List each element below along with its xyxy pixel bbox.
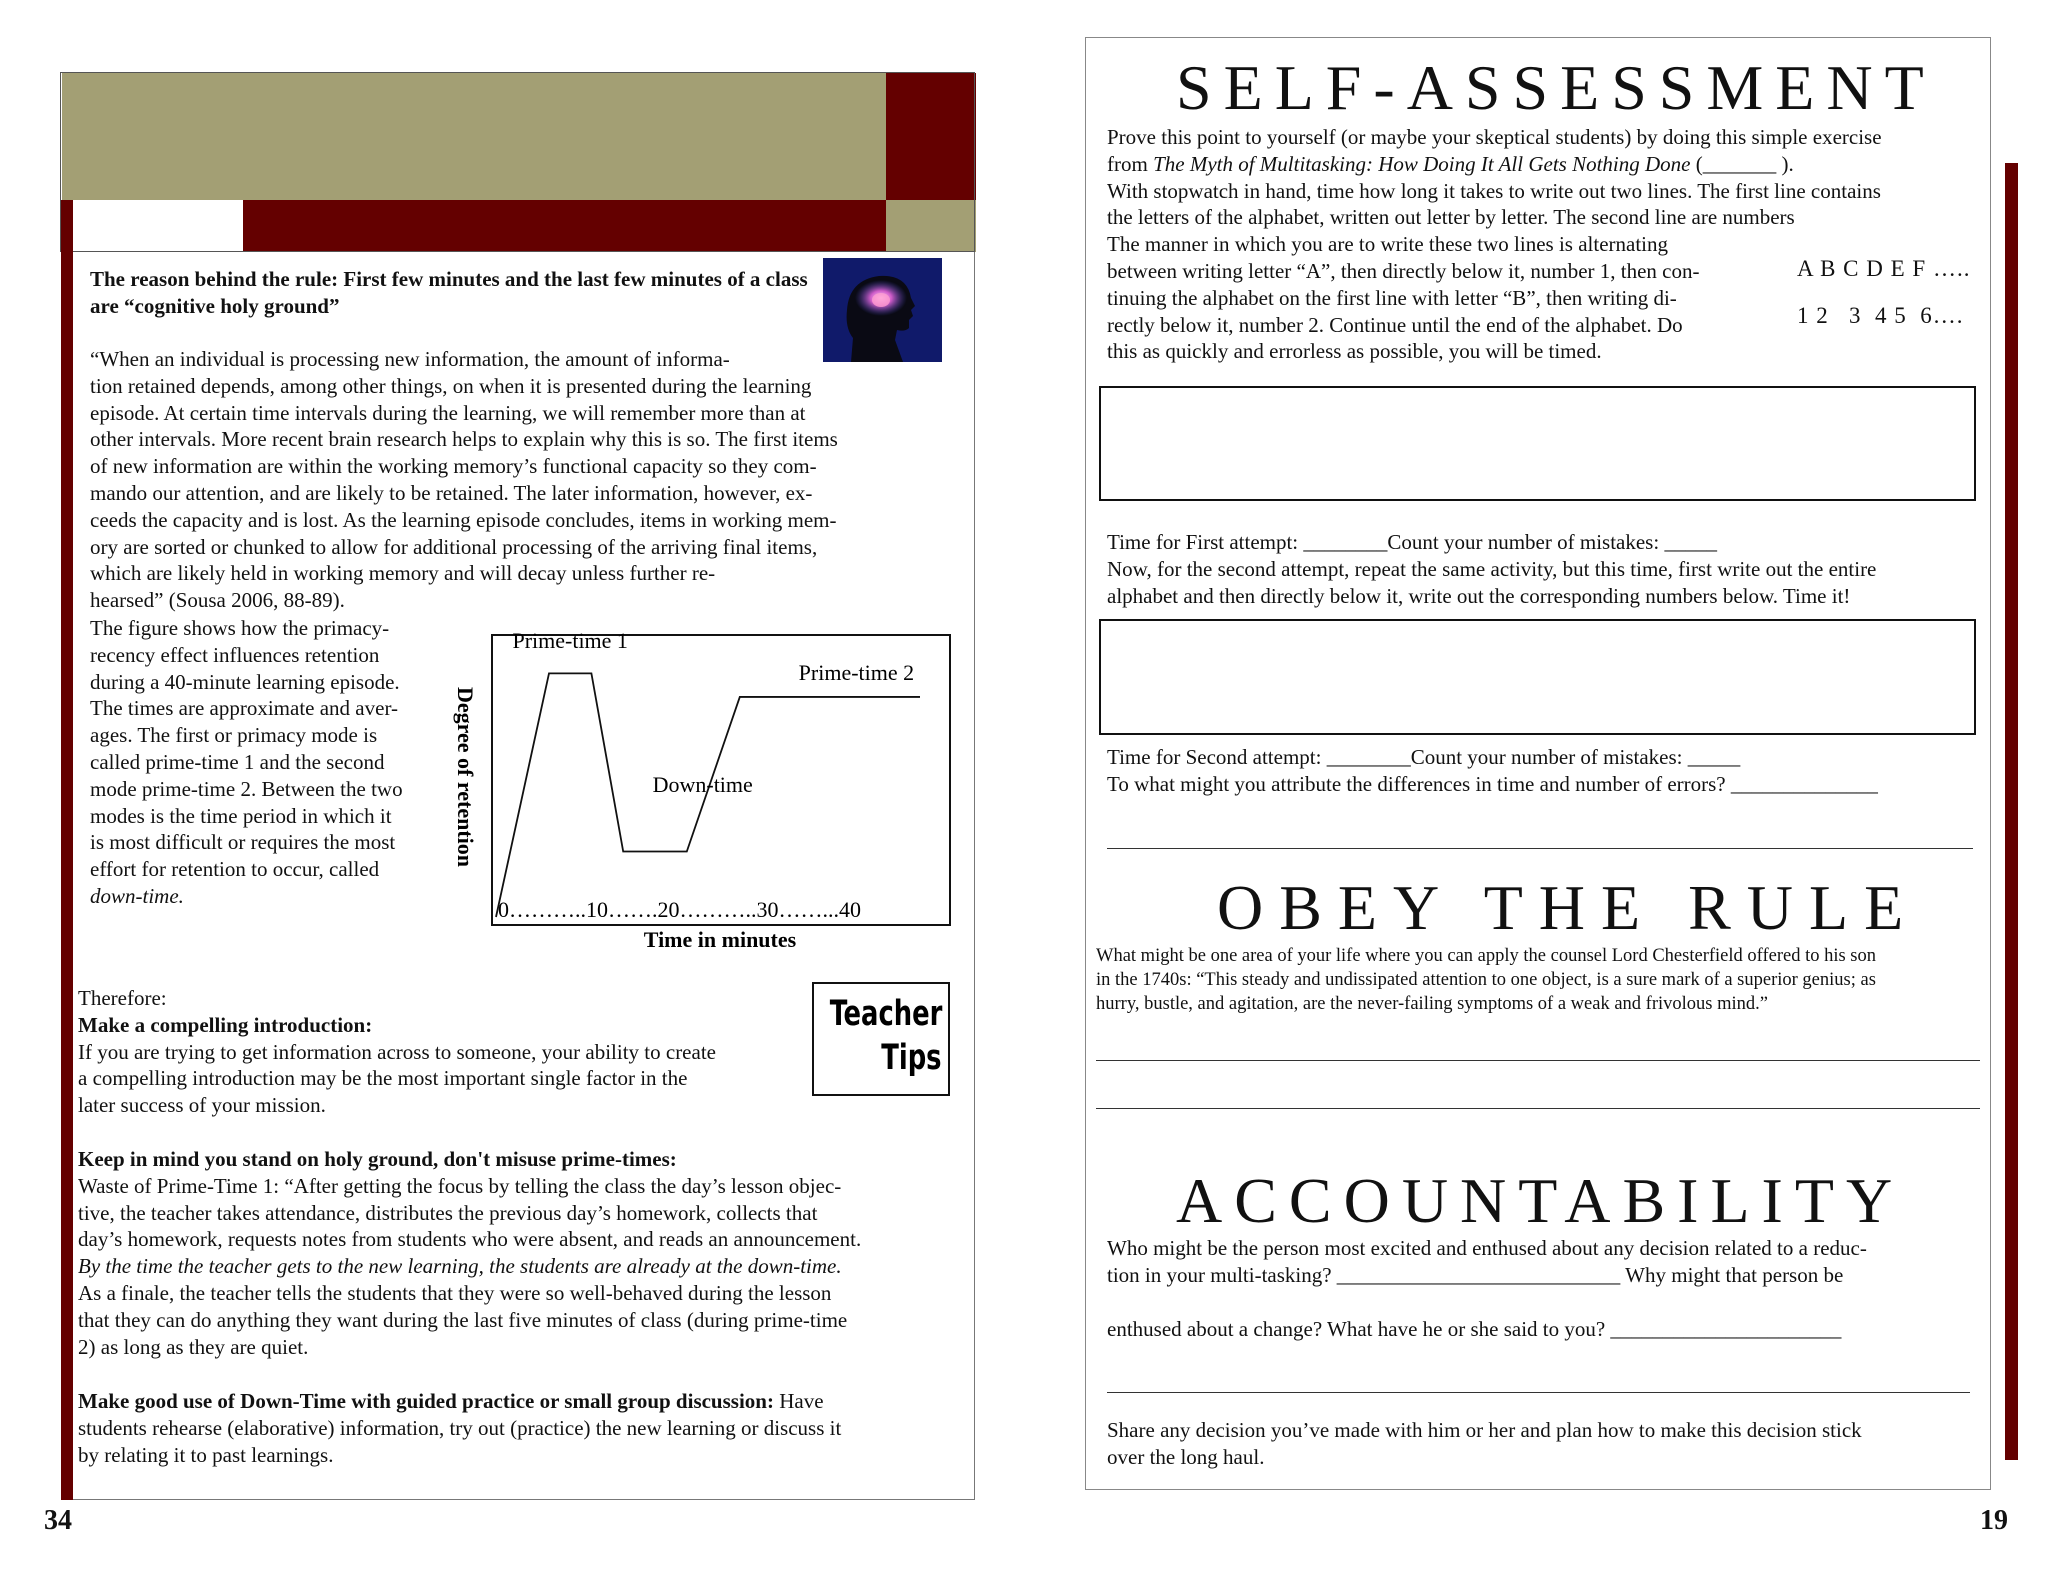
introduction-section: [78, 985, 798, 1119]
quote-line: which are likely held in working memory and will decay unless further re-: [90, 561, 716, 586]
second-instructions: [1107, 556, 1876, 610]
second-instr-line: alphabet and then directly below it, write out the corresponding numbers below. Time it!: [1107, 583, 1851, 608]
holy-line: 2) as long as they are quiet.: [78, 1334, 309, 1359]
down-line: Have: [773, 1389, 824, 1413]
right-margin-bar: [2005, 163, 2018, 1460]
therefore-text: Therefore:: [78, 986, 167, 1010]
holy-line: Waste of Prime-Time 1: “After getting the focus by telling the class the day’s lesson objec-: [78, 1173, 842, 1198]
holy-line: tive, the teacher takes attendance, distributes the previous day’s homework, collects that: [78, 1200, 818, 1225]
self-line: rectly below it, number 2. Continue until the end of the alphabet. Do: [1107, 312, 1683, 337]
share-line: Share any decision you’ve made with him or her and plan how to make this decision stick: [1107, 1418, 1862, 1442]
figure-text-line: called prime-time 1 and the second: [90, 749, 385, 774]
answer-line[interactable]: [1096, 1060, 1980, 1061]
header-frame: [60, 72, 975, 252]
section-reason-title: The reason behind the rule: First few minutes and the last few minutes of a class are “cognitive holy ground”: [90, 267, 808, 318]
down-line: students rehearse (elaborative) information, try out (practice) the new learning or discuss it: [78, 1415, 842, 1440]
self-line: the letters of the alphabet, written out letter by letter. The second line are numbers: [1107, 205, 1795, 230]
attribute-question: To what might you attribute the differences in time and number of errors? ______________: [1107, 772, 1878, 796]
obey-line: in the 1740s: “This steady and undissipated attention to one object, is a sure mark of a superior genius; as: [1096, 970, 1876, 990]
self-line: tinuing the alphabet on the first line with letter “B”, then writing di-: [1107, 285, 1677, 310]
down-heading: Make good use of Down-Time with guided practice or small group discussion:: [78, 1389, 774, 1413]
first-attempt-line: Time for First attempt: ________Count your number of mistakes: _____: [1107, 530, 1717, 554]
figure-text-line: The figure shows how the primacy-: [90, 616, 390, 640]
acc-line: tion in your multi-tasking? ___________________________ Why might that person be: [1107, 1262, 1844, 1287]
intro-line: later success of your mission.: [78, 1093, 326, 1118]
accountability-text: [1107, 1235, 1867, 1289]
holy-line: that they can do anything they want during the last five minutes of class (during prime-time: [78, 1307, 848, 1332]
y-axis-label: Degree of retention: [453, 686, 478, 868]
accountability-title: ACCOUNTABILITY: [1176, 1165, 1905, 1236]
left-margin-bar: [61, 200, 73, 1500]
self-line: With stopwatch in hand, time how long it takes to write out two lines. The first line contains: [1107, 178, 1881, 203]
quote-line: episode. At certain time intervals during the learning, we will remember more than at: [90, 400, 806, 425]
quote-line: of new information are within the working memory’s functional capacity so they com-: [90, 454, 817, 479]
accountability-line3: enthused about a change? What have he or she said to you? ______________________: [1107, 1317, 1842, 1341]
self-line: Prove this point to yourself (or maybe your skeptical students) by doing this simple exercise: [1107, 125, 1882, 149]
right-page-number: 19: [1980, 1505, 2008, 1536]
retention-chart: [440, 625, 960, 955]
sousa-quote: [90, 346, 950, 614]
quote-line: tion retained depends, among other things, on when it is presented during the learning: [90, 373, 812, 398]
figure-text-line: modes is the time period in which it: [90, 803, 392, 828]
second-attempt-line: Time for Second attempt: ________Count your number of mistakes: _____: [1107, 745, 1741, 769]
teacher-tips-line2: Tips: [881, 1038, 942, 1078]
second-instr-line: Now, for the second attempt, repeat the same activity, but this time, first write out the entire: [1107, 557, 1877, 581]
example-letters: A B C D E F …..: [1797, 256, 1971, 281]
figure-description: [90, 615, 450, 910]
quote-line: ceeds the capacity and is lost. As the learning episode concludes, items in working mem-: [90, 507, 837, 532]
figure-text-line: mode prime-time 2. Between the two: [90, 776, 403, 801]
chart-annotation: Down-time: [652, 772, 753, 797]
teacher-tips-box: [812, 982, 950, 1096]
figure-text-line: effort for retention to occur, called: [90, 857, 380, 882]
quote-line: other intervals. More recent brain research helps to explain why this is so. The first items: [90, 427, 838, 452]
first-attempt-answer-box[interactable]: [1099, 386, 1976, 501]
self-line: this as quickly and errorless as possible, you will be timed.: [1107, 339, 1602, 364]
share-line: over the long haul.: [1107, 1444, 1265, 1469]
holy-ground-section: [78, 1146, 958, 1360]
chart-annotation: Prime-time 2: [798, 660, 915, 685]
self-line: The manner in which you are to write these two lines is alternating: [1107, 232, 1669, 257]
down-time-section: [78, 1388, 958, 1468]
figure-text-line: ages. The first or primacy mode is: [90, 723, 378, 748]
example-numbers: 1 2 3 4 5 6….: [1797, 303, 1964, 328]
figure-text-line: down-time.: [90, 883, 184, 908]
answer-line[interactable]: [1107, 1392, 1970, 1393]
quote-line: mando our attention, and are likely to be retained. The later information, however, ex-: [90, 480, 813, 505]
x-axis-label: Time in minutes: [643, 927, 797, 952]
obey-line: hurry, bustle, and agitation, are the never-failing symptoms of a weak and frivolous mind.”: [1096, 994, 1768, 1014]
answer-line[interactable]: [1096, 1108, 1980, 1109]
figure-text-line: is most difficult or requires the most: [90, 830, 396, 855]
second-attempt-answer-box[interactable]: [1099, 619, 1976, 735]
figure-text-line: recency effect influences retention: [90, 642, 380, 667]
obey-rule-text: [1096, 944, 1876, 1016]
quote-line: hearsed” (Sousa 2006, 88-89).: [90, 588, 345, 613]
self-assessment-title: SELF-ASSESSMENT: [1176, 52, 1936, 123]
answer-line[interactable]: [1107, 848, 1973, 849]
holy-heading: Keep in mind you stand on holy ground, don't misuse prime-times:: [78, 1147, 677, 1171]
self-line: between writing letter “A”, then directly below it, number 1, then con-: [1107, 258, 1700, 283]
x-tick-labels: 0………..10…….20………..30……...40: [498, 897, 861, 922]
holy-line: By the time the teacher gets to the new learning, the students are already at the down-time.: [78, 1254, 842, 1279]
intro-line: If you are trying to get information across to someone, your ability to create: [78, 1039, 716, 1064]
figure-text-line: during a 40-minute learning episode.: [90, 669, 400, 694]
quote-line: “When an individual is processing new information, the amount of informa-: [90, 347, 730, 371]
holy-line: day’s homework, requests notes from students who were absent, and reads an announcement.: [78, 1227, 862, 1252]
teacher-tips-line1: Teacher: [829, 994, 942, 1034]
quote-line: ory are sorted or chunked to allow for additional processing of the arriving final items,: [90, 534, 818, 559]
share-text: [1107, 1417, 1862, 1471]
self-line: from The Myth of Multitasking: How Doing It All Gets Nothing Done (_______ ).: [1107, 151, 1794, 176]
chart-annotation: Prime-time 1: [512, 628, 628, 653]
self-assessment-text: [1107, 124, 1882, 365]
obey-rule-title: OBEY THE RULE: [1217, 872, 1920, 943]
left-page-number: 34: [44, 1505, 72, 1536]
acc-line: Who might be the person most excited and enthused about any decision related to a reduc-: [1107, 1236, 1867, 1260]
obey-line: What might be one area of your life where you can apply the counsel Lord Chesterfield offered to his son: [1096, 946, 1876, 966]
intro-line: a compelling introduction may be the most important single factor in the: [78, 1066, 688, 1091]
holy-line: As a finale, the teacher tells the students that they were so well-behaved during the lesson: [78, 1280, 832, 1305]
down-line: by relating it to past learnings.: [78, 1442, 334, 1467]
intro-heading: Make a compelling introduction:: [78, 1012, 373, 1037]
figure-text-line: The times are approximate and aver-: [90, 696, 399, 721]
